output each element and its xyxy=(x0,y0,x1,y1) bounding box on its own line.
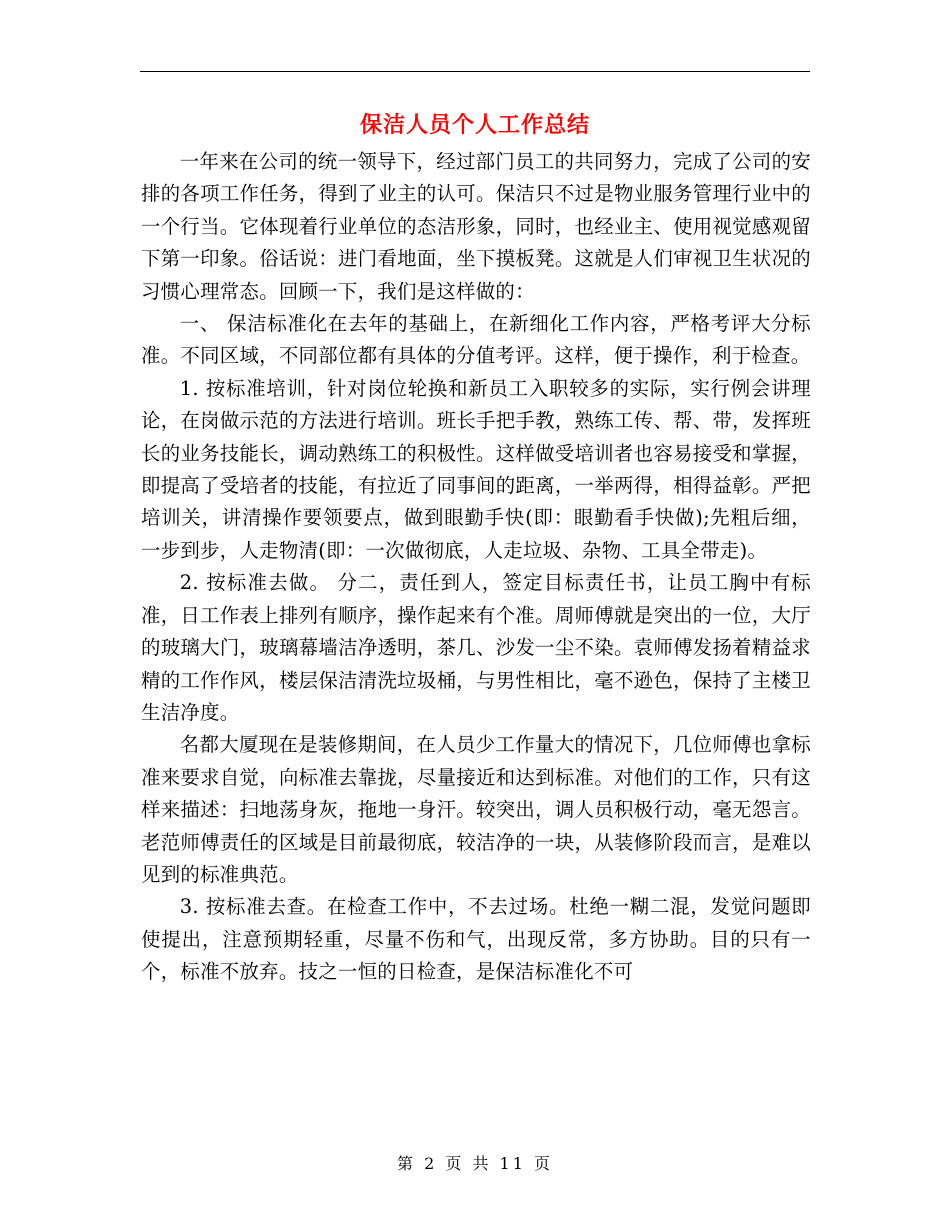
document-title: 保洁人员个人工作总结 xyxy=(359,112,590,138)
paragraph-section-one: 一、 保洁标准化在去年的基础上，在新细化工作内容，严格考评大分标准。不同区域，不同部位都有具体的分值考评。这样，便于操作，利于检查。 xyxy=(141,312,811,368)
page-footer: 第 2 页 共 11 页 xyxy=(397,1154,553,1173)
paragraph-item-inspection: 3. 按标准去查。在检查工作中，不去过场。杜绝一糊二混，发觉问题即使提出，注意预期轻重，尽量不伤和气，出现反常，多方协助。目的只有一个，标准不放弃。技之一恒的日检查，是保洁标准化不可 xyxy=(141,895,811,984)
paragraph-intro: 一年来在公司的统一领导下，经过部门员工的共同努力，完成了公司的安排的各项工作任务，得到了业主的认可。保洁只不过是物业服务管理行业中的一个行当。它体现着行业单位的态洁形象，同时，也经业主、使用视觉感观留下第一印象。俗话说：进门看地面，坐下摸板凳。这就是人们审视卫生状况的习惯心理常态。回顾一下，我们是这样做的： xyxy=(141,150,811,303)
paragraph-item-execution: 2. 按标准去做。 分二，责任到人，签定目标责任书，让员工胸中有标准，日工作表上排列有顺序，操作起来有个准。周师傅就是突出的一位，大厅的玻璃大门，玻璃幕墙洁净透明，茶几、沙发一尘不染。袁师傅发扬着精益求精的工作作风，楼层保洁清洗垃圾桶，与男性相比，毫不逊色，保持了主楼卫生洁净度。 xyxy=(141,571,811,724)
document-body xyxy=(141,146,811,989)
paragraph-item-training: 1. 按标准培训，针对岗位轮换和新员工入职较多的实际，实行例会讲理论，在岗做示范的方法进行培训。班长手把手教，熟练工传、帮、带，发挥班长的业务技能长，调动熟练工的积极性。这样做受培训者也容易接受和掌握，即提高了受培者的技能，有拉近了同事间的距离，一举两得，相得益彰。严把培训关，讲清操作要领要点，做到眼勤手快(即：眼勤看手快做);先粗后细，一步到步，人走物清(即：一次做彻底，人走垃圾、杂物、工具全带走)。 xyxy=(141,376,811,562)
paragraph-mingdu-building: 名都大厦现在是装修期间，在人员少工作量大的情况下，几位师傅也拿标准来要求自觉，向标准去靠拢，尽量接近和达到标准。对他们的工作，只有这样来描述：扫地荡身灰，拖地一身汗。较突出，调人员积极行动，毫无怨言。老范师傅责任的区域是目前最彻底，较洁净的一块，从装修阶段而言，是难以见到的标准典范。 xyxy=(141,733,811,886)
header-rule xyxy=(140,71,810,72)
